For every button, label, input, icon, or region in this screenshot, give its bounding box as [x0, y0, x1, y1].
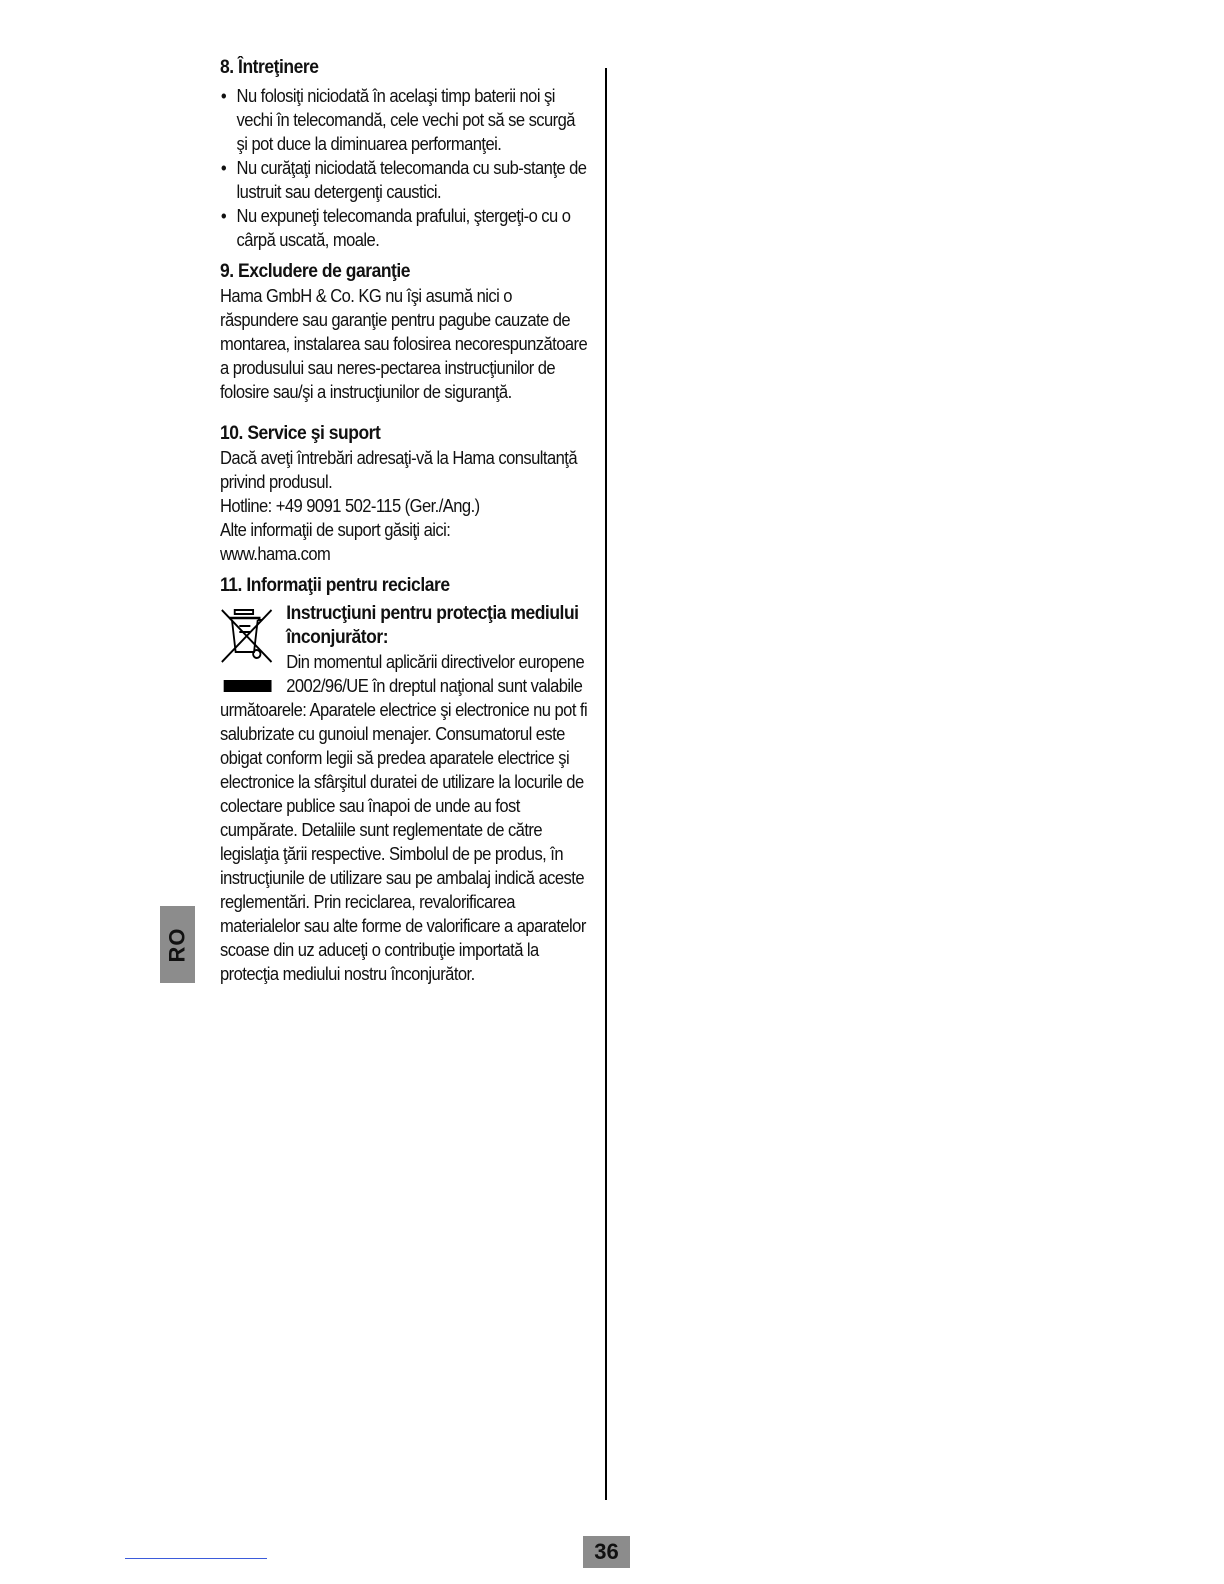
list-item: • Nu expuneţi telecomanda prafului, ştergeţi-o cu o cârpă uscată, moale. — [220, 204, 590, 252]
section-service — [220, 422, 590, 566]
service-support-text: Alte informaţii de suport găsiţi aici: — [220, 520, 451, 540]
column-divider — [605, 68, 607, 1500]
section-warranty — [220, 260, 590, 404]
section-maintenance — [220, 56, 590, 252]
service-website: www.hama.com — [220, 544, 331, 564]
crossed-out-wheelie-bin-icon — [220, 602, 275, 692]
maintenance-list — [220, 84, 590, 252]
page-number-box — [583, 1536, 630, 1568]
recycling-text: Din momentul aplicării directivelor europene 2002/96/UE în dreptul naţional sunt valabile următoarele: Aparatele electrice şi electronice nu pot fi salubrizate cu gunoiul menajer. Consumatorul este obigat conform legii să predea aparatele electrice şi electronice la sfârşitul duratei de utilizare la locurile de colectare publice sau înapoi de unde au fost cumpărate. Detaliile sunt reglementate de către legislaţia ţării respective. Simbolul de pe produs, în instrucţiunile de utilizare sau pe ambalaj indică aceste reglementări. Prin reciclarea, revalorificarea materialelor sau alte forme de valorificare a aparatelor scoase din uz aduceţi o contribuţie importată la protecţia mediului nostru înconjurător. — [220, 652, 588, 984]
maintenance-heading: 8. Întreţinere — [220, 57, 319, 78]
page-number: 36 — [594, 1539, 619, 1564]
language-tab — [160, 906, 195, 983]
service-text: Dacă aveţi întrebări adresaţi-vă la Hama consultanţă privind produsul. — [220, 448, 577, 492]
main-text-column — [220, 56, 590, 994]
warranty-heading: 9. Excludere de garanţie — [220, 261, 411, 282]
list-item: • Nu curăţaţi niciodată telecomanda cu sub-stanţe de lustruit sau detergenţi caustici. — [220, 156, 590, 204]
recycling-block — [220, 602, 590, 986]
list-item: • Nu folosiţi niciodată în acelaşi timp baterii noi şi vechi în telecomandă, cele vechi pot să se scurgă şi pot duce la diminuarea performanţei. — [220, 84, 590, 156]
recycling-subheading: Instrucţiuni pentru protecţia mediului înconjurător: — [286, 603, 579, 648]
weee-bin-icon — [220, 602, 275, 698]
service-heading: 10. Service şi suport — [220, 423, 381, 444]
section-recycling — [220, 574, 590, 986]
warranty-text: Hama GmbH & Co. KG nu îşi asumă nici o răspundere sau garanţie pentru pagube cauzate de montarea, instalarea sau folosirea necorespunzătoare a produsului sau neres-pectarea instrucţiunilor de folosire sau/şi a instrucţiunilor de siguranţă. — [220, 286, 588, 402]
footer-line — [125, 1558, 267, 1559]
recycling-heading: 11. Informaţii pentru reciclare — [220, 575, 450, 596]
language-code: RO — [164, 927, 190, 962]
service-hotline: Hotline: +49 9091 502-115 (Ger./Ang.) — [220, 496, 480, 516]
